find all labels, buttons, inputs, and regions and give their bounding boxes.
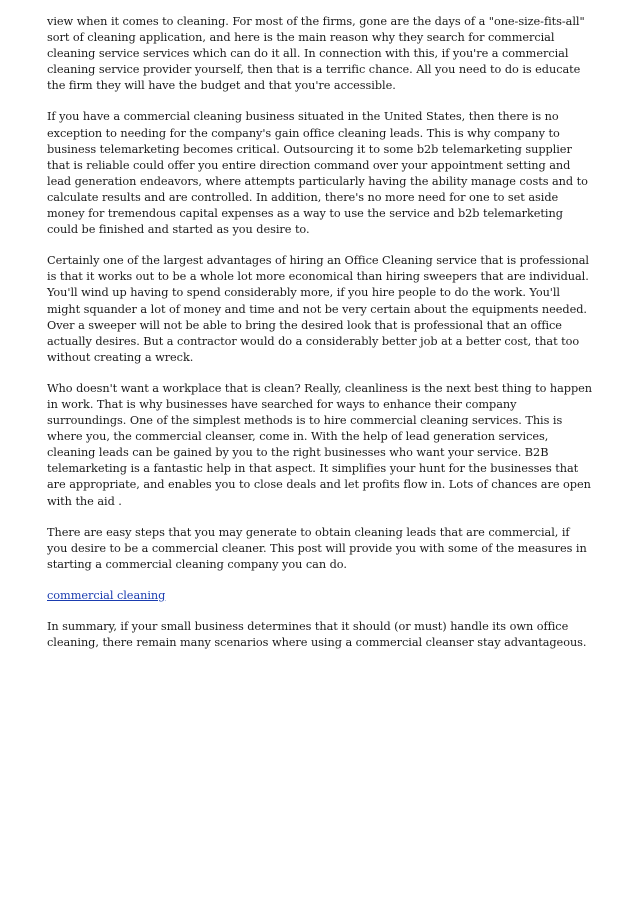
closing-paragraph: In summary, if your small business determines that it should (or must) handle its own office cleaning, there remain many scenarios where using a commercial cleanser stay advantageous. [47,620,587,650]
commercial-cleaning-link[interactable]: commercial cleaning [47,588,166,602]
body-paragraph-5: There are easy steps that you may generate to obtain cleaning leads that are commercial, if you desire to be a commercial cleaner. This post will provide you with some of the measures in starting a commercial cleaning company you can do. [47,525,587,571]
body-paragraph-3: Certainly one of the largest advantages of hiring an Office Cleaning service that is professional is that it works out to be a whole lot more economical than hiring sweepers that are individual. You'll wind up having to spend considerably more, if you hire people to do the work. You'll might squander a lot of money and time and not be very certain about the equipments needed. Over a sweeper will not be able to bring the desired look that is professional that an office actually desires. But a contractor would do a considerably better job at a better cost, that too without creating a wreck. [47,254,589,364]
body-paragraph-4: Who doesn't want a workplace that is clean? Really, cleanliness is the next best thing to happen in work. That is why businesses have searched for ways to enhance their company surroundings. One of the simplest methods is to hire commercial cleaning services. This is where you, the commercial cleanser, come in. With the help of lead generation services, cleaning leads can be gained by you to the right businesses who want your service. B2B telemarketing is a fantastic help in that aspect. It simplifies your hunt for the businesses that are appropriate, and enables you to close deals and let profits flow in. Lots of chances are open with the aid . [47,381,593,508]
link-paragraph [47,588,593,604]
document-page [47,14,593,666]
body-paragraph-1: view when it comes to cleaning. For most of the firms, gone are the days of a "one-size-fits-all" sort of cleaning application, and here is the main reason why they search for commercial cleaning service services which can do it all. In connection with this, if you're a commercial cleaning service provider yourself, then that is a terrific chance. All you need to do is educate the firm they will have the budget and that you're accessible. [47,15,585,93]
body-paragraph-2: If you have a commercial cleaning business situated in the United States, then there is no exception to needing for the company's gain office cleaning leads. This is why company to business telemarketing becomes critical. Outsourcing it to some b2b telemarketing supplier that is reliable could offer you entire direction command over your appointment setting and lead generation endeavors, where attempts particularly having the ability manage costs and to calculate results and are controlled. In addition, there's no more need for one to set aside money for tremendous capital expenses as a way to use the service and b2b telemarketing could be finished and started as you desire to. [47,110,588,237]
